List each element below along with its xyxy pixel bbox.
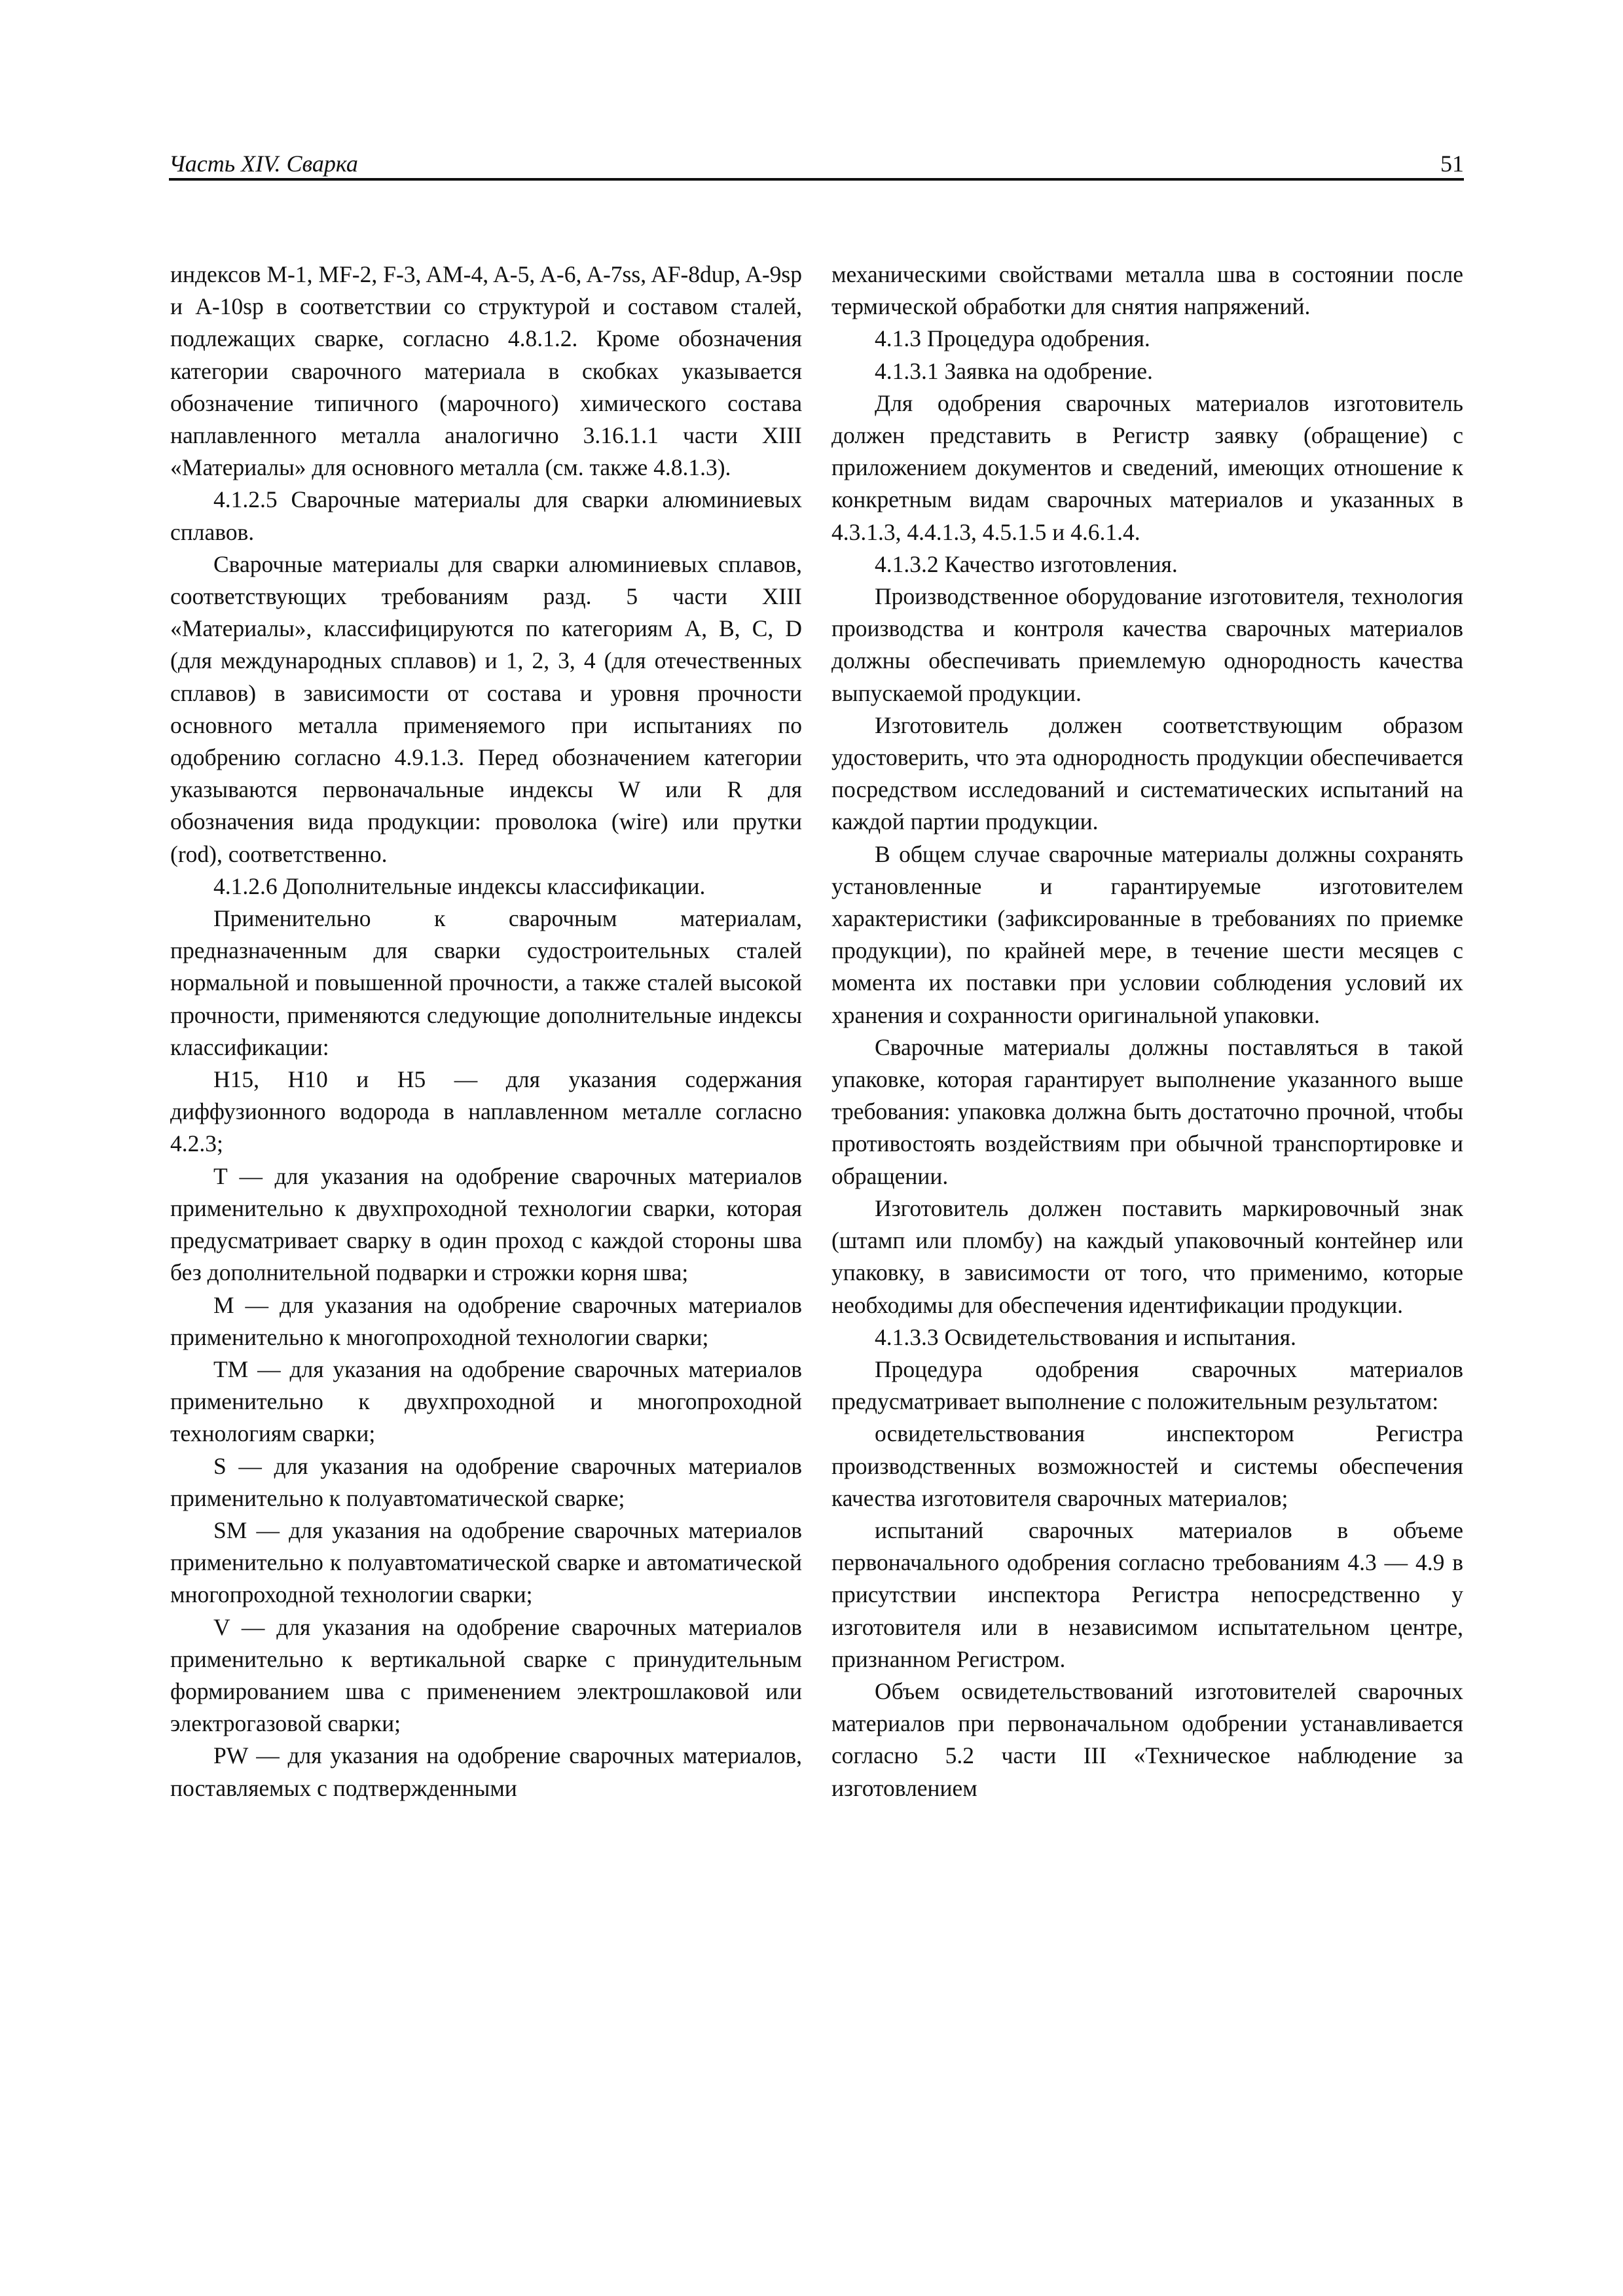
left-column xyxy=(170,259,802,1804)
list-item: TM — для указания на одобрение сварочных материалов применительно к двухпроходной и многопроходной технологиям сварки; xyxy=(170,1355,802,1447)
paragraph: Сварочные материалы должны поставляться в такой упаковке, которая гарантирует выполнение указанного выше требования: упаковка должна быть достаточно прочной, чтобы противостоять воздействиям при обычной транспортировке и обращении. xyxy=(831,1033,1463,1189)
section-heading: 4.1.3 Процедура одобрения. xyxy=(875,325,1150,352)
paragraph: Производственное оборудование изготовителя, технология производства и контроля качества сварочных материалов должны обеспечивать приемлемую однородность качества выпускаемой продукции. xyxy=(831,583,1463,706)
right-column xyxy=(831,259,1463,1804)
paragraph: Изготовитель должен поставить маркировочный знак (штамп или пломбу) на каждый упаковочный контейнер или упаковку, в зависимости от того, что применимо, которые необходимы для обеспечения идентификации продукции. xyxy=(831,1194,1463,1318)
paragraph: Процедура одобрения сварочных материалов предусматривает выполнение с положительным результатом: xyxy=(831,1355,1463,1415)
section-heading: 4.1.3.2 Качество изготовления. xyxy=(875,550,1178,577)
list-item: PW — для указания на одобрение сварочных материалов, поставляемых с подтвержденными xyxy=(170,1742,802,1801)
paragraph: Для одобрения сварочных материалов изготовитель должен представить в Регистр заявку (обращение) с приложением документов и сведений, имеющих отношение к конкретным видам сварочных материалов и указанных в 4.3.1.3, 4.4.1.3, 4.5.1.5 и 4.6.1.4. xyxy=(831,389,1463,545)
list-item: H15, H10 и H5 — для указания содержания диффузионного водорода в наплавленном металле согласно 4.2.3; xyxy=(170,1066,802,1157)
running-title: Часть XIV. Сварка xyxy=(169,151,358,177)
paragraph: механическими свойствами металла шва в состоянии после термической обработки для снятия напряжений. xyxy=(831,261,1463,320)
section-heading: 4.1.3.1 Заявка на одобрение. xyxy=(875,357,1153,384)
list-item: освидетельствования инспектором Регистра производственных возможностей и системы обеспечения качества изготовителя сварочных материалов; xyxy=(831,1420,1463,1511)
list-item: испытаний сварочных материалов в объеме первоначального одобрения согласно требованиям 4.3 — 4.9 в присутствии инспектора Регистра непосредственно у изготовителя или в независимом испытательном центре, признанном Регистром. xyxy=(831,1516,1463,1672)
paragraph: Объем освидетельствований изготовителей сварочных материалов при первоначальном одобрении устанавливается согласно 5.2 части III «Техническое наблюдение за изготовлением xyxy=(831,1677,1463,1801)
page-number: 51 xyxy=(1440,151,1464,177)
section-heading: 4.1.2.5 Сварочные материалы для сварки алюминиевых сплавов. xyxy=(170,486,802,545)
section-heading: 4.1.3.3 Освидетельствования и испытания. xyxy=(875,1323,1296,1350)
list-item: SM — для указания на одобрение сварочных материалов применительно к полуавтоматической сварке и автоматической многопроходной технологии сварки; xyxy=(170,1516,802,1608)
section-heading: 4.1.2.6 Дополнительные индексы классификации. xyxy=(213,872,706,899)
list-item: T — для указания на одобрение сварочных материалов применительно к двухпроходной технологии сварки, которая предусматривает сварку в один проход с каждой стороны шва без дополнительной подварки и строжки корня шва; xyxy=(170,1162,802,1286)
paragraph: Применительно к сварочным материалам, предназначенным для сварки судостроительных сталей нормальной и повышенной прочности, а также сталей высокой прочности, применяются следующие дополнительные индексы классификации: xyxy=(170,905,802,1060)
header-rule xyxy=(169,178,1464,181)
list-item: V — для указания на одобрение сварочных материалов применительно к вертикальной сварке с принудительным формированием шва с применением электрошлаковой или электрогазовой сварки; xyxy=(170,1613,802,1737)
paragraph: Сварочные материалы для сварки алюминиевых сплавов, соответствующих требованиям разд. 5 части XIII «Материалы», классифицируются по категориям A, B, C, D (для международных сплавов) и 1, 2, 3, 4 (для отечественных сплавов) в зависимости от состава и уровня прочности основного металла применяемого при испытаниях по одобрению согласно 4.9.1.3. Перед обозначением категории указываются первоначальные индексы W или R для обозначения вида продукции: проволока (wire) или прутки (rod), соответственно. xyxy=(170,550,802,867)
list-item: M — для указания на одобрение сварочных материалов применительно к многопроходной технологии сварки; xyxy=(170,1291,802,1350)
page-header xyxy=(169,149,1464,178)
paragraph: индексов М-1, MF-2, F-3, AM-4, A-5, A-6, A-7ss, AF-8dup, A-9sp и A-10sp в соответствии со структурой и составом сталей, подлежащих сварке, согласно 4.8.1.2. Кроме обозначения категории сварочного материала в скобках указывается обозначение типичного (марочного) химического состава наплавленного металла аналогично 3.16.1.1 части XIII «Материалы» для основного металла (см. также 4.8.1.3). xyxy=(170,261,802,481)
paragraph: Изготовитель должен соответствующим образом удостоверить, что эта однородность продукции обеспечивается посредством исследований и систематических испытаний на каждой партии продукции. xyxy=(831,711,1463,835)
paragraph: В общем случае сварочные материалы должны сохранять установленные и гарантируемые изготовителем характеристики (зафиксированные в требованиях по приемке продукции), по крайней мере, в течение шести месяцев с момента их поставки при условии соблюдения условий их хранения и сохранности оригинальной упаковки. xyxy=(831,840,1463,1028)
list-item: S — для указания на одобрение сварочных материалов применительно к полуавтоматической сварке; xyxy=(170,1452,802,1511)
